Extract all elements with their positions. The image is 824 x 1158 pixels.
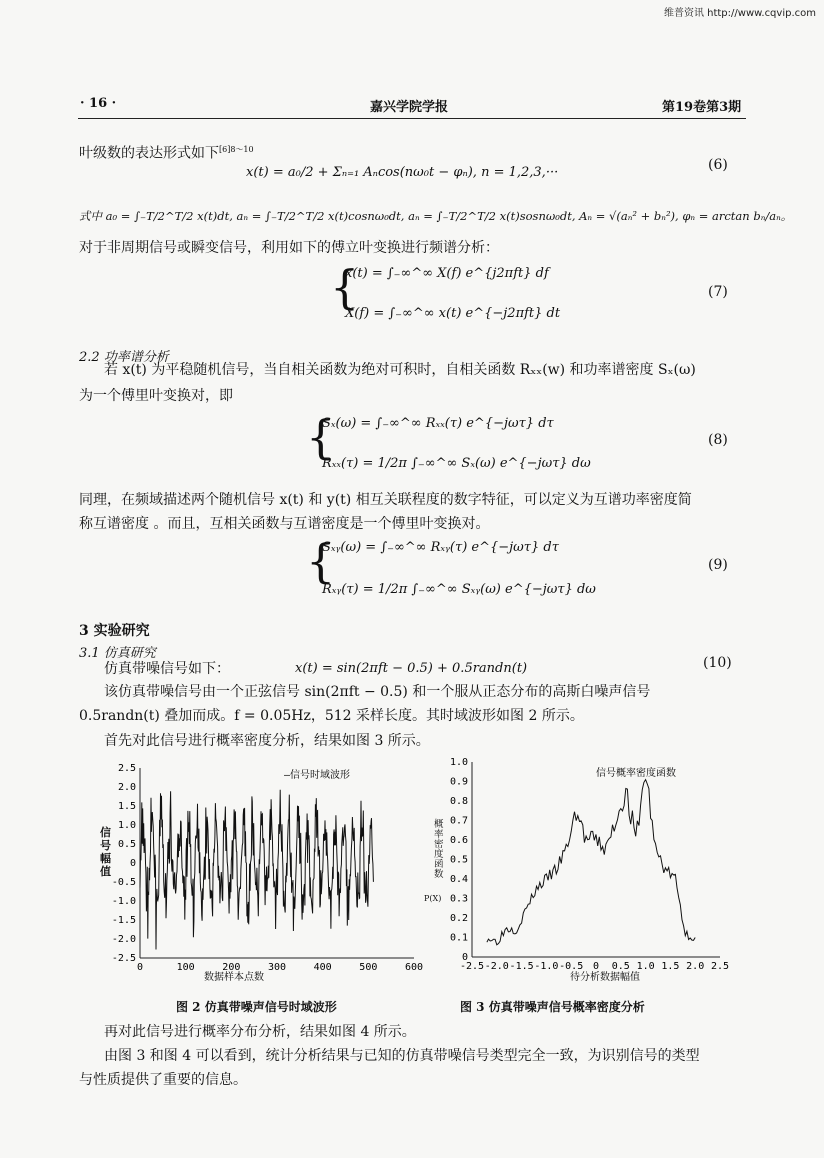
y-tick-label: 0 xyxy=(129,858,136,869)
equation-8b: Rₓₓ(τ) = 1/2π ∫₋∞^∞ Sₓ(ω) e^{−jωτ} dω xyxy=(322,456,591,471)
equation-number: (9) xyxy=(708,557,728,573)
signal-series-line xyxy=(140,790,373,950)
y-tick-label: 1.0 xyxy=(117,820,136,831)
y-tick-label: 0.5 xyxy=(449,854,468,866)
y-axis-label-symbol: P(X) xyxy=(424,894,442,903)
x-axis-label: 待分析数据幅值 xyxy=(570,972,640,983)
y-tick-label: 1.5 xyxy=(117,801,136,812)
chart-legend: —信号时域波形 xyxy=(284,770,351,781)
brace: { xyxy=(306,410,336,464)
equation-7b: X(f) = ∫₋∞^∞ x(t) e^{−j2πft} dt xyxy=(345,306,561,321)
text-line: 由图 3 和图 4 可以看到，统计分析结果与已知的仿真带噪信号类型完全一致，为识别信号的类型 xyxy=(104,1048,700,1064)
x-tick-label: -1.5 xyxy=(509,961,534,972)
y-tick-label: 0.1 xyxy=(449,932,468,944)
journal-name: 嘉兴学院学报 xyxy=(370,100,449,115)
text-line: 若 x(t) 为平稳随机信号，当自相关函数为绝对可积时，自相关函数 Rₓₓ(w) 和功率谱密度 Sₓ(ω) xyxy=(104,362,696,378)
equation-number: (8) xyxy=(708,432,728,448)
pdf-series-line xyxy=(487,780,695,945)
y-tick-label: -1.0 xyxy=(111,896,136,907)
text-line: 该仿真带噪信号由一个正弦信号 sin(2πft − 0.5) 和一个服从正态分布的高斯白噪声信号 xyxy=(104,684,651,700)
x-tick-label: 0 xyxy=(136,962,144,973)
y-tick-labels xyxy=(112,763,136,964)
equation-number: (6) xyxy=(708,157,728,173)
chart-legend: 信号概率密度函数 xyxy=(596,768,676,779)
y-axis-label: 信号幅值 xyxy=(100,826,111,878)
x-tick-label: 0.5 xyxy=(611,961,630,972)
equation-9b: Rₓᵧ(τ) = 1/2π ∫₋∞^∞ Sₓᵧ(ω) e^{−jωτ} dω xyxy=(322,582,596,597)
figure-2-chart xyxy=(84,756,428,988)
figure-3-chart xyxy=(420,752,740,988)
y-tick-label: -1.5 xyxy=(111,915,136,926)
section-heading: 3.1 仿真研究 xyxy=(79,646,156,661)
x-tick-label: 500 xyxy=(359,962,378,973)
equation-6: x(t) = a₀/2 + Σₙ₌₁ Aₙcos(nω₀t − φₙ), n = 1,2,3,··· xyxy=(246,165,559,180)
x-tick-label: 0 xyxy=(592,961,600,972)
y-tick-label: 0.9 xyxy=(449,776,468,788)
x-tick-label: 2.5 xyxy=(710,961,730,972)
header-rule xyxy=(78,118,746,119)
equation-10: x(t) = sin(2πft − 0.5) + 0.5randn(t) xyxy=(295,661,528,676)
equation-definitions: 式中 a₀ = ∫₋T/2^T/2 x(t)dt, aₙ = ∫₋T/2^T/2 x(t)cosnω₀dt, aₙ = ∫₋T/2^T/2 x(t)sosnω₀dt, Aₙ = √(aₙ² + bₙ²), φₙ = arctan bₙ/aₙ。 xyxy=(79,209,793,223)
section-heading: 3 实验研究 xyxy=(79,623,150,639)
page-number: · 16 · xyxy=(80,96,117,111)
text-line: 称互谱密度 。而且，互相关函数与互谱密度是一个傅里叶变换对。 xyxy=(79,516,490,532)
x-tick-label: 100 xyxy=(176,962,195,973)
text-line: 再对此信号进行概率分布分析，结果如图 4 所示。 xyxy=(104,1024,416,1040)
x-tick-label: -1.0 xyxy=(534,961,559,972)
text-line: 仿真带噪信号如下： xyxy=(104,661,230,677)
y-tick-label: 0.3 xyxy=(449,893,468,905)
y-tick-label: 0 xyxy=(461,952,468,963)
brace: { xyxy=(306,534,336,588)
text-line: 为一个傅里叶变换对，即 xyxy=(79,388,233,404)
y-tick-label: -2.0 xyxy=(111,934,136,945)
x-tick-label: 2.0 xyxy=(686,961,705,972)
text-line: 与性质提供了重要的信息。 xyxy=(79,1072,247,1088)
issue-label: 第19卷第3期 xyxy=(662,100,742,115)
y-tick-label: 2.5 xyxy=(117,763,136,774)
y-tick-label: 0.2 xyxy=(449,913,468,924)
x-tick-label: -2.5 xyxy=(459,961,485,972)
text-line: 0.5randn(t) 叠加而成。f = 0.05Hz，512 采样长度。其时域波形如图 2 所示。 xyxy=(79,708,584,724)
x-tick-label: -0.5 xyxy=(559,961,584,972)
x-tick-labels xyxy=(460,961,729,972)
y-axis-label: 概率密度函数 xyxy=(434,819,444,880)
equation-9a: Sₓᵧ(ω) = ∫₋∞^∞ Rₓᵧ(τ) e^{−jωτ} dτ xyxy=(322,540,559,555)
y-tick-label: 0.6 xyxy=(449,835,468,846)
equation-number: (10) xyxy=(703,655,732,671)
text-line: 同理，在频域描述两个随机信号 x(t) 和 y(t) 相互关联程度的数字特征，可以定义为互谱功率密度简 xyxy=(79,492,692,508)
brace: { xyxy=(330,260,360,314)
x-tick-labels xyxy=(137,962,423,973)
equation-8a: Sₓ(ω) = ∫₋∞^∞ Rₓₓ(τ) e^{−jωτ} dτ xyxy=(322,416,554,431)
y-tick-label: -0.5 xyxy=(111,877,136,888)
equation-7a: x(t) = ∫₋∞^∞ X(f) e^{j2πft} df xyxy=(345,266,549,281)
x-tick-label: 300 xyxy=(267,962,287,973)
x-tick-label: 600 xyxy=(404,962,424,973)
x-tick-label: 1.5 xyxy=(661,961,680,972)
x-tick-label: 200 xyxy=(222,962,241,973)
figure-3-caption: 图 3 仿真带噪声信号概率密度分析 xyxy=(460,1000,645,1014)
y-tick-label: -2.5 xyxy=(111,953,136,964)
x-tick-label: 400 xyxy=(313,962,332,973)
section-heading: 2.2 功率谱分析 xyxy=(79,350,169,365)
y-tick-label: 0.7 xyxy=(449,815,468,827)
text-line: 叶级数的表达形式如下$^{[6]8\sim 10}$ xyxy=(79,145,254,162)
reference-mark: [6]8～10 xyxy=(219,145,254,154)
y-tick-labels xyxy=(450,757,468,963)
y-tick-label: 2.0 xyxy=(117,782,136,793)
y-tick-label: 0.5 xyxy=(117,839,136,850)
figure-2-caption: 图 2 仿真带噪声信号时域波形 xyxy=(176,1000,337,1014)
text-line: 对于非周期信号或瞬变信号，利用如下的傅立叶变换进行频谱分析： xyxy=(79,240,499,256)
equation-number: (7) xyxy=(708,284,728,300)
x-tick-label: -2.0 xyxy=(484,961,509,972)
y-tick-label: 0.4 xyxy=(449,874,468,885)
text-line: 首先对此信号进行概率密度分析，结果如图 3 所示。 xyxy=(104,733,430,749)
watermark: 维普资讯 http://www.cqvip.com xyxy=(663,8,816,19)
y-tick-label: 1.0 xyxy=(449,757,468,768)
x-axis-label: 数据样本点数 xyxy=(204,972,264,983)
y-tick-label: 0.8 xyxy=(449,796,468,807)
x-tick-label: 1.0 xyxy=(636,961,655,972)
